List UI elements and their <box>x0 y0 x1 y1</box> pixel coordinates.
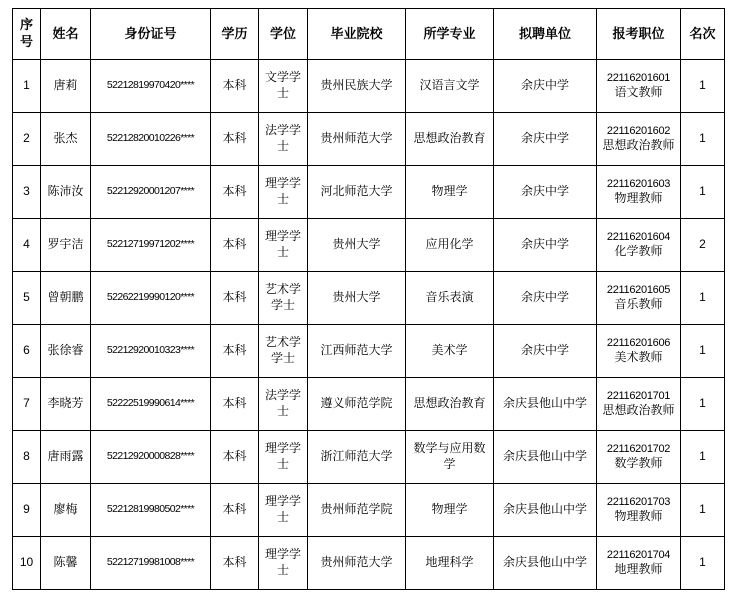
cell-major: 美术学 <box>406 325 494 378</box>
header-cell-position: 报考职位 <box>597 9 681 60</box>
position-code: 22116201602 <box>606 125 671 138</box>
cell-rank: 1 <box>681 113 725 166</box>
cell-id: 52212820010226**** <box>91 113 211 166</box>
cell-id: 52212920010323**** <box>91 325 211 378</box>
cell-education: 本科 <box>211 431 259 484</box>
cell-no: 8 <box>13 431 41 484</box>
cell-degree: 法学学士 <box>259 113 308 166</box>
cell-degree: 文学学士 <box>259 60 308 113</box>
cell-rank: 2 <box>681 219 725 272</box>
cell-no: 4 <box>13 219 41 272</box>
cell-major: 应用化学 <box>406 219 494 272</box>
table-row <box>13 325 725 378</box>
cell-major: 物理学 <box>406 484 494 537</box>
cell-name: 张杰 <box>41 113 91 166</box>
cell-id: 52212719981008**** <box>91 537 211 590</box>
cell-position <box>597 537 681 590</box>
cell-education: 本科 <box>211 378 259 431</box>
cell-degree: 理学学士 <box>259 537 308 590</box>
cell-degree: 理学学士 <box>259 219 308 272</box>
cell-name: 廖梅 <box>41 484 91 537</box>
cell-position <box>597 378 681 431</box>
table-row <box>13 378 725 431</box>
cell-degree: 艺术学学士 <box>259 325 308 378</box>
cell-education: 本科 <box>211 272 259 325</box>
cell-rank: 1 <box>681 537 725 590</box>
cell-degree: 艺术学学士 <box>259 272 308 325</box>
position-title: 思想政治教师 <box>602 403 675 418</box>
table-row <box>13 272 725 325</box>
header-cell-no: 序号 <box>13 9 41 60</box>
cell-employer: 余庆中学 <box>494 60 597 113</box>
cell-education: 本科 <box>211 219 259 272</box>
position-title: 思想政治教师 <box>602 138 675 153</box>
cell-employer: 余庆中学 <box>494 219 597 272</box>
cell-name: 唐莉 <box>41 60 91 113</box>
cell-employer: 余庆县他山中学 <box>494 378 597 431</box>
cell-employer: 余庆县他山中学 <box>494 431 597 484</box>
cell-name: 张徐睿 <box>41 325 91 378</box>
header-cell-major: 所学专业 <box>406 9 494 60</box>
cell-school: 贵州大学 <box>308 219 406 272</box>
position-title: 地理教师 <box>614 562 663 577</box>
header-cell-school: 毕业院校 <box>308 9 406 60</box>
header-cell-rank: 名次 <box>681 9 725 60</box>
table-row <box>13 219 725 272</box>
header-cell-name: 姓名 <box>41 9 91 60</box>
position-code: 22116201704 <box>606 549 671 562</box>
cell-name: 唐雨露 <box>41 431 91 484</box>
cell-position <box>597 219 681 272</box>
cell-employer: 余庆县他山中学 <box>494 537 597 590</box>
cell-id: 52262219990120**** <box>91 272 211 325</box>
cell-school: 贵州师范大学 <box>308 113 406 166</box>
position-title: 数学教师 <box>614 456 663 471</box>
cell-position <box>597 325 681 378</box>
cell-school: 贵州民族大学 <box>308 60 406 113</box>
position-title: 音乐教师 <box>614 297 663 312</box>
cell-major: 物理学 <box>406 166 494 219</box>
header-cell-education: 学历 <box>211 9 259 60</box>
cell-school: 贵州大学 <box>308 272 406 325</box>
table-row <box>13 113 725 166</box>
recruitment-table <box>12 8 725 590</box>
cell-position <box>597 60 681 113</box>
cell-major: 思想政治教育 <box>406 113 494 166</box>
cell-position <box>597 113 681 166</box>
cell-position <box>597 484 681 537</box>
cell-no: 1 <box>13 60 41 113</box>
cell-school: 浙江师范大学 <box>308 431 406 484</box>
cell-major: 地理科学 <box>406 537 494 590</box>
cell-position <box>597 431 681 484</box>
cell-name: 李晓芳 <box>41 378 91 431</box>
cell-education: 本科 <box>211 325 259 378</box>
cell-rank: 1 <box>681 166 725 219</box>
position-title: 语文教师 <box>614 85 663 100</box>
cell-degree: 法学学士 <box>259 378 308 431</box>
cell-id: 52212920000828**** <box>91 431 211 484</box>
cell-id: 52212819970420**** <box>91 60 211 113</box>
cell-school: 河北师范大学 <box>308 166 406 219</box>
table-row <box>13 484 725 537</box>
table-row <box>13 431 725 484</box>
position-code: 22116201702 <box>606 443 671 456</box>
position-code: 22116201603 <box>606 178 671 191</box>
cell-major: 音乐表演 <box>406 272 494 325</box>
cell-employer: 余庆县他山中学 <box>494 484 597 537</box>
cell-education: 本科 <box>211 166 259 219</box>
position-code: 22116201604 <box>606 231 671 244</box>
cell-name: 曾朝鹏 <box>41 272 91 325</box>
cell-name: 陈馨 <box>41 537 91 590</box>
position-code: 22116201606 <box>606 337 671 350</box>
cell-employer: 余庆中学 <box>494 113 597 166</box>
cell-no: 9 <box>13 484 41 537</box>
cell-id: 52222519990614**** <box>91 378 211 431</box>
position-title: 美术教师 <box>614 350 663 365</box>
cell-position <box>597 272 681 325</box>
cell-education: 本科 <box>211 113 259 166</box>
header-cell-employer: 拟聘单位 <box>494 9 597 60</box>
cell-id: 52212719971202**** <box>91 219 211 272</box>
cell-no: 2 <box>13 113 41 166</box>
cell-id: 52212819980502**** <box>91 484 211 537</box>
cell-employer: 余庆中学 <box>494 325 597 378</box>
cell-rank: 1 <box>681 272 725 325</box>
position-title: 化学教师 <box>614 244 663 259</box>
cell-education: 本科 <box>211 537 259 590</box>
cell-no: 10 <box>13 537 41 590</box>
cell-no: 6 <box>13 325 41 378</box>
cell-major: 汉语言文学 <box>406 60 494 113</box>
cell-no: 7 <box>13 378 41 431</box>
cell-major: 数学与应用数学 <box>406 431 494 484</box>
cell-position <box>597 166 681 219</box>
cell-id: 52212920001207**** <box>91 166 211 219</box>
position-code: 22116201601 <box>606 72 671 85</box>
cell-rank: 1 <box>681 431 725 484</box>
recruitment-table-container <box>12 8 725 590</box>
cell-employer: 余庆中学 <box>494 272 597 325</box>
cell-rank: 1 <box>681 325 725 378</box>
cell-rank: 1 <box>681 60 725 113</box>
cell-major: 思想政治教育 <box>406 378 494 431</box>
cell-no: 3 <box>13 166 41 219</box>
position-title: 物理教师 <box>614 191 663 206</box>
header-cell-degree: 学位 <box>259 9 308 60</box>
cell-education: 本科 <box>211 60 259 113</box>
position-code: 22116201605 <box>606 284 671 297</box>
table-row <box>13 166 725 219</box>
cell-name: 陈沛汝 <box>41 166 91 219</box>
position-code: 22116201703 <box>606 496 671 509</box>
header-cell-id: 身份证号 <box>91 9 211 60</box>
cell-degree: 理学学士 <box>259 431 308 484</box>
cell-degree: 理学学士 <box>259 484 308 537</box>
cell-name: 罗宇洁 <box>41 219 91 272</box>
cell-school: 遵义师范学院 <box>308 378 406 431</box>
cell-school: 江西师范大学 <box>308 325 406 378</box>
cell-no: 5 <box>13 272 41 325</box>
cell-degree: 理学学士 <box>259 166 308 219</box>
cell-rank: 1 <box>681 484 725 537</box>
cell-school: 贵州师范学院 <box>308 484 406 537</box>
cell-employer: 余庆中学 <box>494 166 597 219</box>
cell-education: 本科 <box>211 484 259 537</box>
header-row <box>13 9 725 60</box>
table-row <box>13 60 725 113</box>
cell-school: 贵州师范大学 <box>308 537 406 590</box>
cell-rank: 1 <box>681 378 725 431</box>
table-row <box>13 537 725 590</box>
position-code: 22116201701 <box>606 390 671 403</box>
position-title: 物理教师 <box>614 509 663 524</box>
